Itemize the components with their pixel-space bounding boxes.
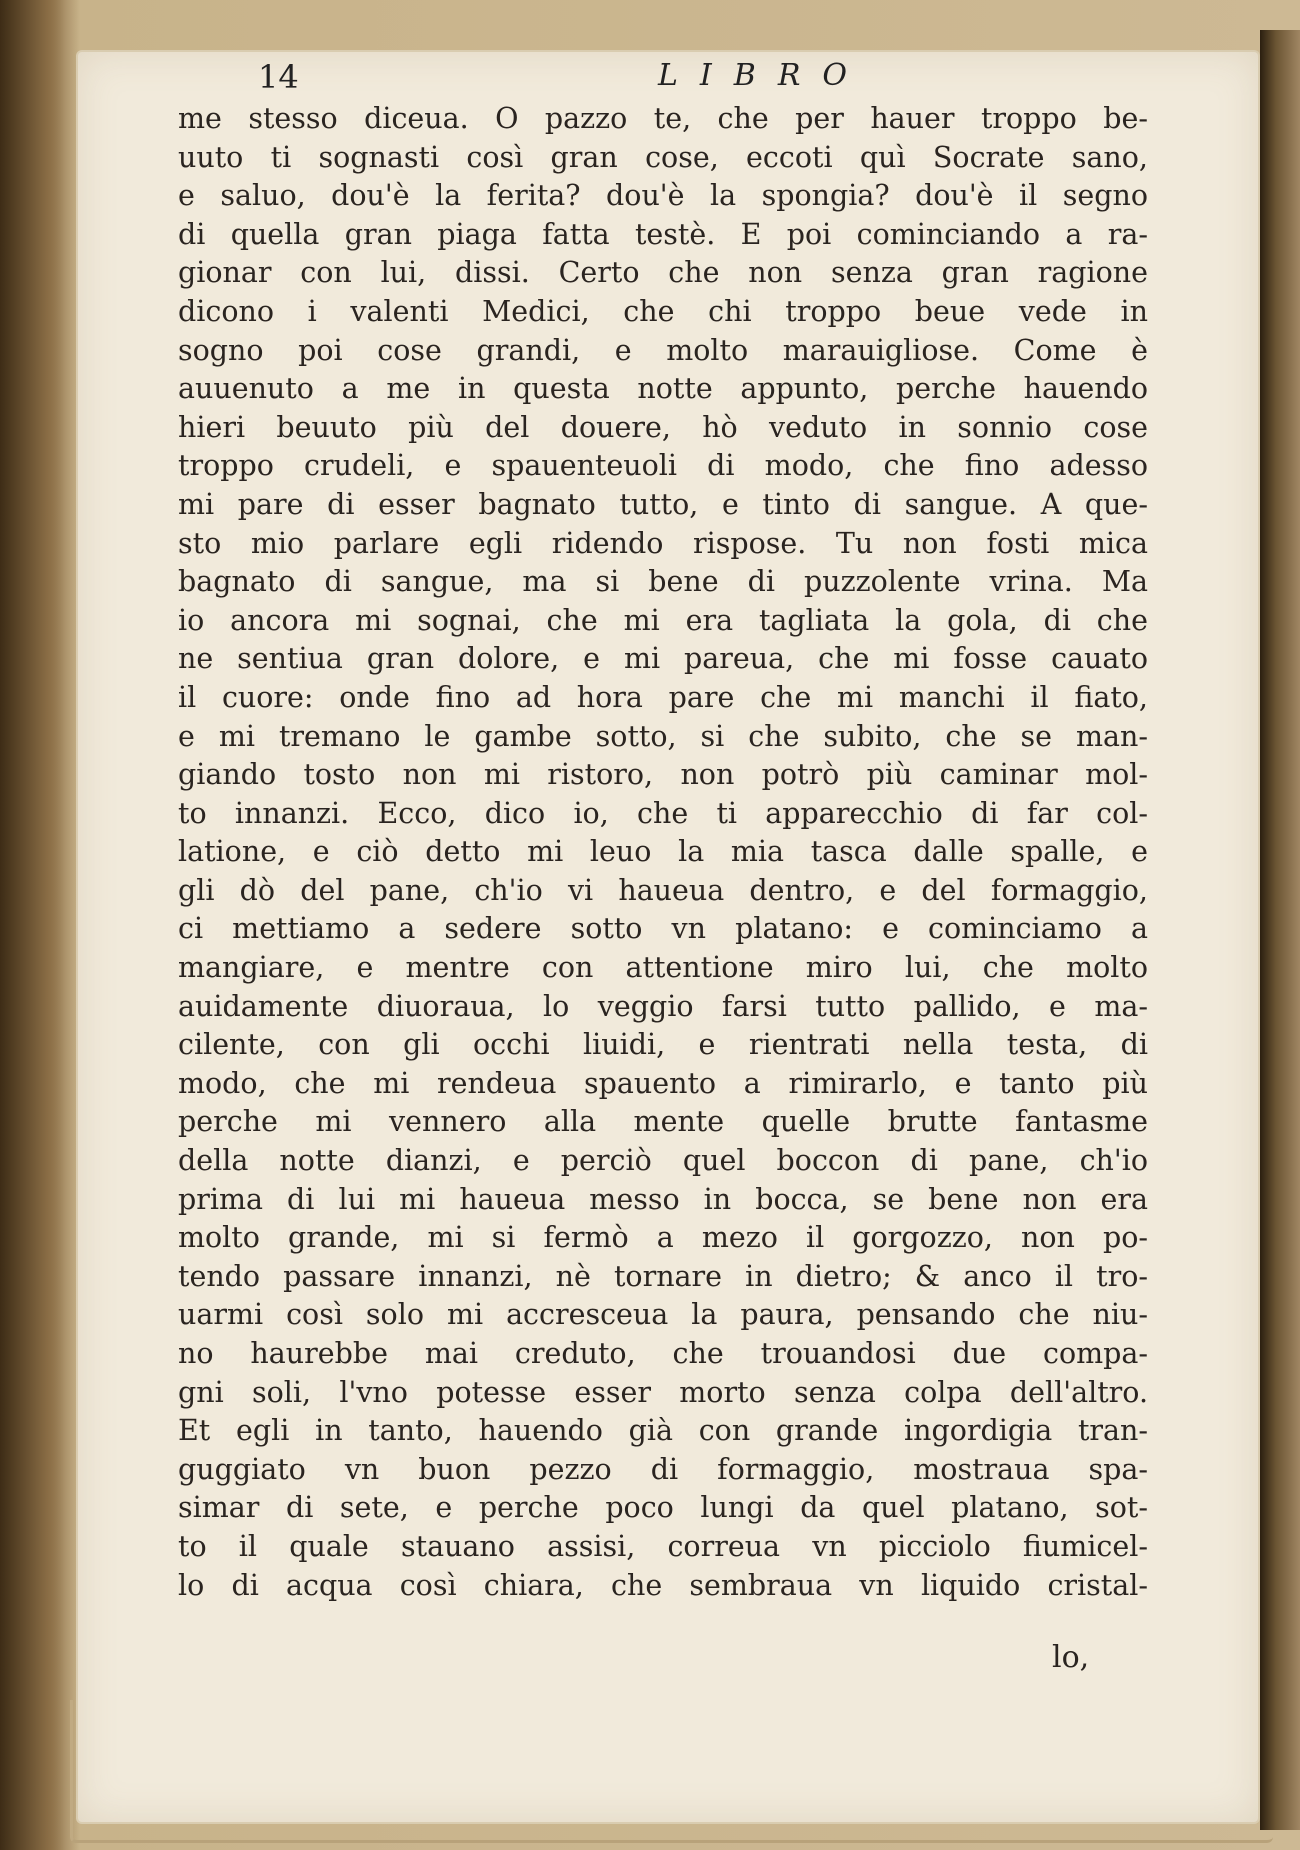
text-body — [178, 100, 1148, 1605]
text-line: uuto ti sognasti così gran cose, eccoti quì Socrate sano, — [178, 140, 1148, 174]
text-line: cilente, con gli occhi liuidi, e rientrati nella testa, di — [178, 1028, 1148, 1062]
facing-page-edge — [1260, 30, 1300, 1830]
text-line: bagnato di sangue, ma si bene di puzzolente vrina. Ma — [178, 565, 1148, 599]
text-line: sto mio parlare egli ridendo rispose. Tu non fosti mica — [178, 526, 1148, 560]
text-line: to innanzi. Ecco, dico io, che ti apparecchio di far col- — [178, 796, 1148, 830]
text-line: sogno poi cose grandi, e molto marauigliose. Come è — [178, 333, 1148, 367]
text-line: e saluo, dou'è la ferita? dou'è la spongia? dou'è il segno — [178, 179, 1148, 213]
text-line: to il quale stauano assisi, correua vn picciolo fiumicel- — [178, 1529, 1148, 1563]
text-line: gli dò del pane, ch'io vi haueua dentro, e del formaggio, — [178, 873, 1148, 907]
text-line: guggiato vn buon pezzo di formaggio, mostraua spa- — [178, 1452, 1148, 1486]
text-line: io ancora mi sognai, che mi era tagliata la gola, di che — [178, 603, 1148, 637]
text-line: latione, e ciò detto mi leuo la mia tasca dalle spalle, e — [178, 835, 1148, 869]
text-line: uarmi così solo mi accresceua la paura, pensando che niu- — [178, 1298, 1148, 1332]
text-line: mangiare, e mentre con attentione miro lui, che molto — [178, 951, 1148, 985]
text-line: perche mi vennero alla mente quelle brutte fantasme — [178, 1105, 1148, 1139]
text-line: me stesso diceua. O pazzo te, che per hauer troppo be- — [178, 102, 1148, 135]
text-line: gionar con lui, dissi. Certo che non senza gran ragione — [178, 256, 1148, 290]
text-line: della notte dianzi, e perciò quel boccon di pane, ch'io — [178, 1144, 1148, 1178]
text-line: auuenuto a me in questa notte appunto, perche hauendo — [178, 372, 1148, 406]
text-line: hieri beuuto più del douere, hò veduto in sonnio cose — [178, 410, 1148, 444]
text-line: modo, che mi rendeua spauento a rimirarlo, e tanto più — [178, 1066, 1148, 1100]
text-line: ne sentiua gran dolore, e mi pareua, che mi fosse cauato — [178, 642, 1148, 676]
text-line: lo di acqua così chiara, che sembraua vn liquido cristal- — [178, 1568, 1148, 1602]
text-line: e mi tremano le gambe sotto, si che subito, che se man- — [178, 719, 1148, 753]
book-title: LIBRO — [658, 58, 870, 93]
text-line: tendo passare innanzi, nè tornare in dietro; & anco il tro- — [178, 1259, 1148, 1293]
text-line: no haurebbe mai creduto, che trouandosi due compa- — [178, 1337, 1148, 1370]
text-line: simar di sete, e perche poco lungi da quel platano, sot- — [178, 1491, 1148, 1525]
text-line: mi pare di esser bagnato tutto, e tinto di sangue. A que- — [178, 487, 1148, 521]
text-line: Et egli in tanto, hauendo già con grande ingordigia tran- — [178, 1414, 1148, 1448]
text-line: il cuore: onde fino ad hora pare che mi manchi il fiato, — [178, 680, 1148, 714]
catchword: lo, — [1052, 1640, 1090, 1675]
text-line: molto grande, mi si fermò a mezo il gorgozzo, non po- — [178, 1221, 1148, 1255]
book-spine — [0, 0, 80, 1850]
text-line: giando tosto non mi ristoro, non potrò più caminar mol- — [178, 758, 1148, 792]
text-line: di quella gran piaga fatta testè. E poi cominciando a ra- — [178, 217, 1148, 251]
text-line: prima di lui mi haueua messo in bocca, se bene non era — [178, 1182, 1148, 1216]
text-line: troppo crudeli, e spauenteuoli di modo, che fino adesso — [178, 449, 1148, 483]
text-line: gni soli, l'vno potesse esser morto senza colpa dell'altro. — [178, 1375, 1148, 1409]
page-number: 14 — [258, 58, 299, 96]
text-line: auidamente diuoraua, lo veggio farsi tutto pallido, e ma- — [178, 989, 1148, 1023]
text-line: dicono i valenti Medici, che chi troppo beue vede in — [178, 294, 1148, 328]
text-line: ci mettiamo a sedere sotto vn platano: e cominciamo a — [178, 912, 1148, 946]
